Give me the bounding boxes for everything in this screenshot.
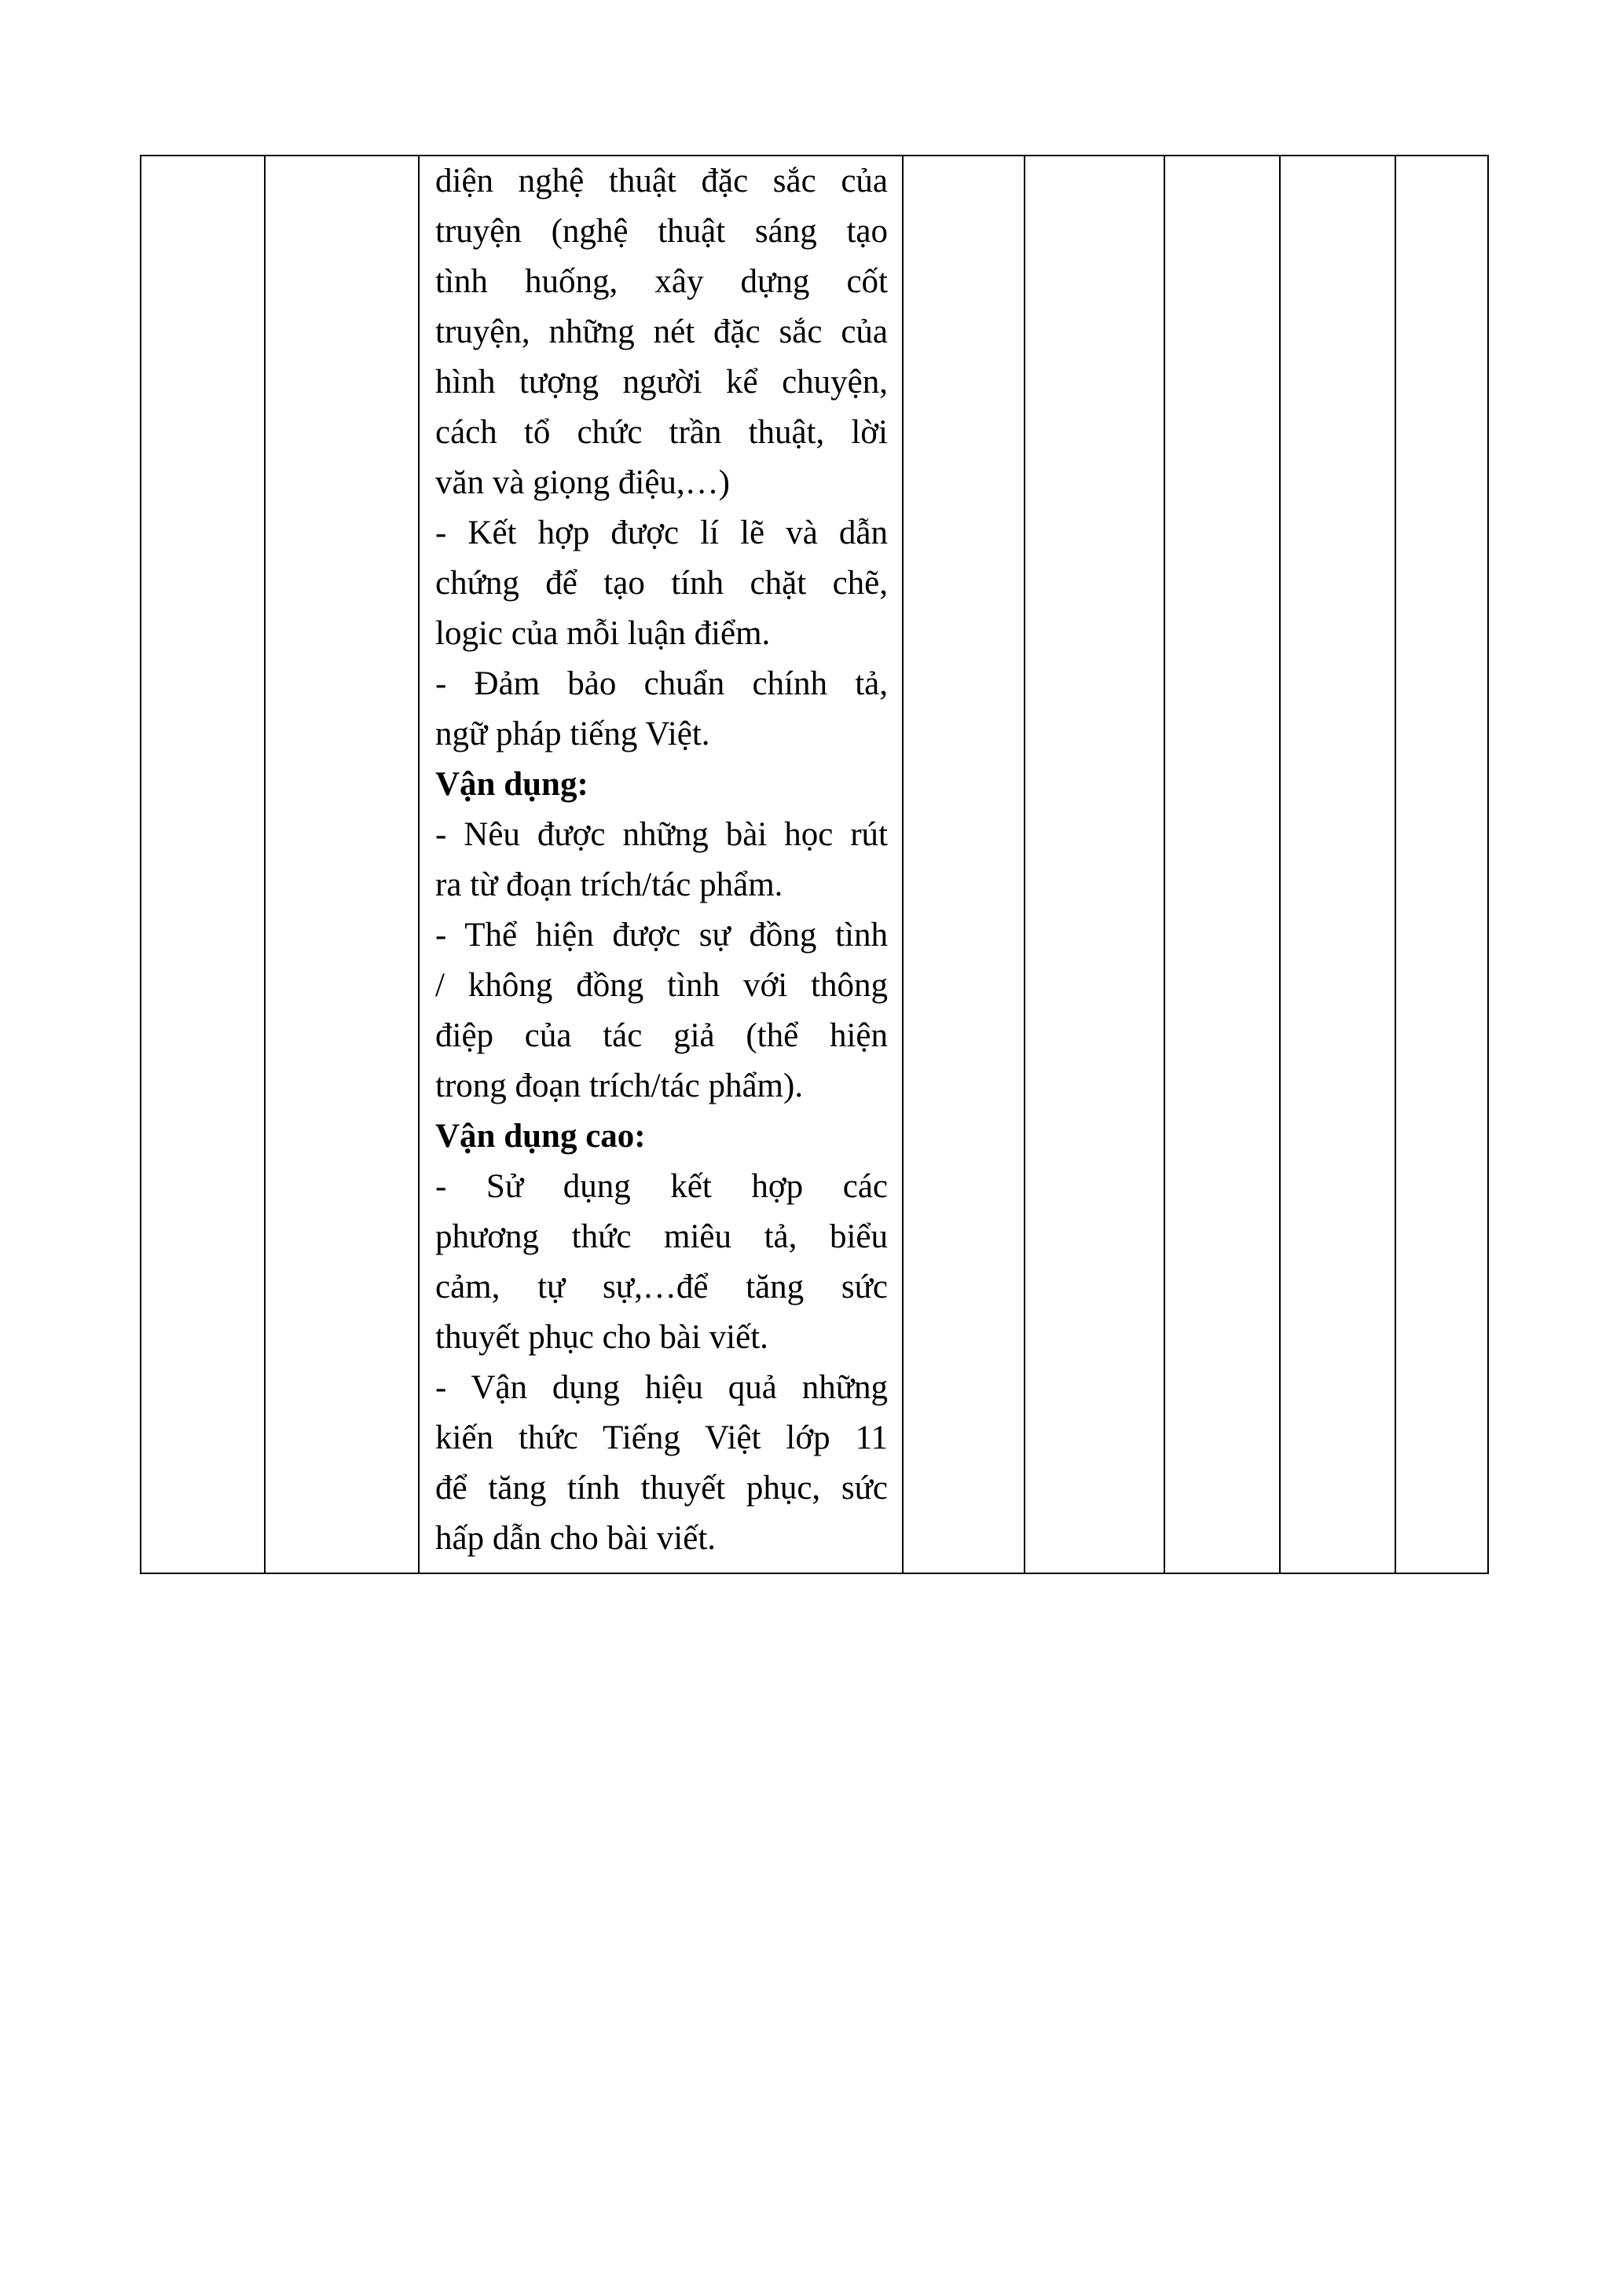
text-line: điệp của tác giả (thể hiện — [435, 1017, 888, 1054]
table-cell-empty-5 — [1025, 156, 1164, 1573]
text-line: hình tượng người kể chuyện, — [435, 364, 888, 401]
requirements-text — [435, 156, 888, 1564]
table-cell-empty-7 — [1280, 156, 1395, 1573]
text-line: thuyết phục cho bài viết. — [435, 1319, 768, 1356]
text-line: - Đảm bảo chuẩn chính tả, — [435, 665, 888, 702]
requirements-cell — [419, 156, 903, 1573]
text-line: chứng để tạo tính chặt chẽ, — [435, 565, 888, 602]
section-heading: Vận dụng: — [435, 766, 588, 803]
text-line: truyện, những nét đặc sắc của — [435, 313, 888, 350]
assessment-matrix-table — [140, 155, 1489, 1574]
table-row — [141, 156, 1488, 1573]
text-line: để tăng tính thuyết phục, sức — [435, 1470, 888, 1507]
text-line: / không đồng tình với thông — [435, 967, 888, 1004]
text-line: ra từ đoạn trích/tác phẩm. — [435, 866, 783, 903]
text-line: cảm, tự sự,…để tăng sức — [435, 1269, 888, 1305]
text-line: - Nêu được những bài học rút — [435, 816, 888, 853]
text-line: trong đoạn trích/tác phẩm). — [435, 1067, 804, 1104]
text-line: truyện (nghệ thuật sáng tạo — [435, 213, 888, 250]
text-line: kiến thức Tiếng Việt lớp 11 — [435, 1419, 888, 1456]
text-line: phương thức miêu tả, biểu — [435, 1218, 888, 1255]
table-cell-empty-8 — [1395, 156, 1488, 1573]
text-line: - Thể hiện được sự đồng tình — [435, 917, 888, 954]
section-heading: Vận dụng cao: — [435, 1118, 646, 1155]
text-line: văn và giọng điệu,…) — [435, 464, 730, 501]
text-line: tình huống, xây dựng cốt — [435, 263, 888, 300]
table-cell-empty-6 — [1164, 156, 1280, 1573]
table-cell-empty-1 — [141, 156, 265, 1573]
text-line: diện nghệ thuật đặc sắc của — [435, 163, 888, 200]
text-line: cách tổ chức trần thuật, lời — [435, 414, 888, 451]
table-cell-empty-2 — [265, 156, 419, 1573]
text-line: logic của mỗi luận điểm. — [435, 615, 771, 652]
text-line: - Kết hợp được lí lẽ và dẫn — [435, 514, 888, 551]
text-line: hấp dẫn cho bài viết. — [435, 1520, 717, 1557]
table-cell-empty-4 — [903, 156, 1025, 1573]
text-line: ngữ pháp tiếng Việt. — [435, 716, 710, 753]
text-line: - Sử dụng kết hợp các — [435, 1168, 888, 1205]
text-line: - Vận dụng hiệu quả những — [435, 1369, 888, 1406]
